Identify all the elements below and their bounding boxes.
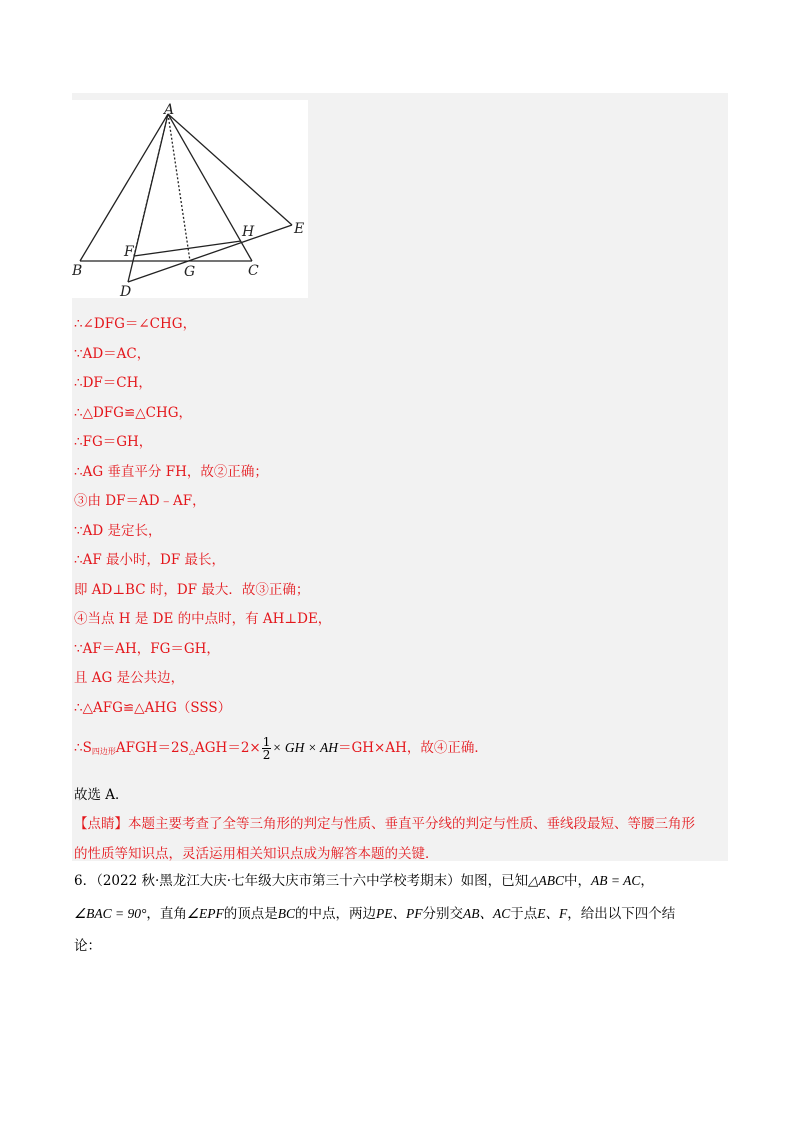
label-C: C <box>248 263 259 279</box>
question-line: 6．（2022 秋·黑龙江大庆·七年级大庆市第三十六中学校考期末）如图，已知△ABC中，AB = AC， <box>74 873 654 889</box>
solution-line: ∴FG＝GH， <box>74 434 153 450</box>
solution-line: 即 AD⊥BC 时，DF 最大．故③正确； <box>74 582 310 598</box>
label-G: G <box>184 264 196 280</box>
solution-line: ∵AD＝AC， <box>74 346 151 362</box>
solution-line: ∴DF＝CH， <box>74 375 152 391</box>
comment-line: 【点睛】本题主要考查了全等三角形的判定与性质、垂直平分线的判定与性质、垂线段最短、等腰三角形 <box>74 816 695 832</box>
fraction-one-half: $\frac{1}{2}$ <box>262 735 271 762</box>
triangle-diagram <box>72 100 308 298</box>
solution-line: ∴∠DFG＝∠CHG， <box>74 316 197 332</box>
question-line: ∠BAC = 90°，直角∠EPF的顶点是BC的中点，两边PE、PF分别交AB、AC于点E、F，给出以下四个结 <box>74 906 676 922</box>
answer-choice-line: 故选 A． <box>74 787 129 803</box>
label-B: B <box>72 263 83 279</box>
label-A: A <box>164 102 175 118</box>
segment-AC <box>168 114 252 261</box>
label-H: H <box>242 224 255 240</box>
label-D: D <box>120 284 132 298</box>
solution-line: ∴AG 垂直平分 FH，故②正确； <box>74 464 268 480</box>
area-equation-line: $\therefore S_{四边形}AFGH=2S_\triangle AGH=2\times$ $\frac{1}{2}$ × GH × AH＝GH×AH，故④正确． <box>74 735 488 762</box>
solution-line: ③由 DF＝AD﹣AF， <box>74 493 206 509</box>
solution-line: ∴AF 最小时，DF 最长， <box>74 552 225 568</box>
label-F: F <box>124 244 134 260</box>
solution-line: ④当点 H 是 DE 的中点时，有 AH⊥DE， <box>74 611 332 627</box>
solution-line: ∵AF＝AH，FG＝GH， <box>74 641 220 657</box>
segment-AE <box>168 114 292 225</box>
segment-AB <box>80 114 168 261</box>
comment-line: 的性质等知识点，灵活运用相关知识点成为解答本题的关键． <box>74 846 439 862</box>
segment-AF <box>134 114 168 256</box>
solution-line: ∴△DFG≌△CHG， <box>74 405 193 421</box>
geometry-figure <box>72 100 308 298</box>
segment-AG <box>168 114 190 261</box>
label-E: E <box>294 221 305 237</box>
question-line: 论： <box>74 938 101 954</box>
solution-line: 且 AG 是公共边， <box>74 670 185 686</box>
solution-line: ∴△AFG≌△AHG（SSS） <box>74 700 232 716</box>
solution-line: ∵AD 是定长， <box>74 523 162 539</box>
